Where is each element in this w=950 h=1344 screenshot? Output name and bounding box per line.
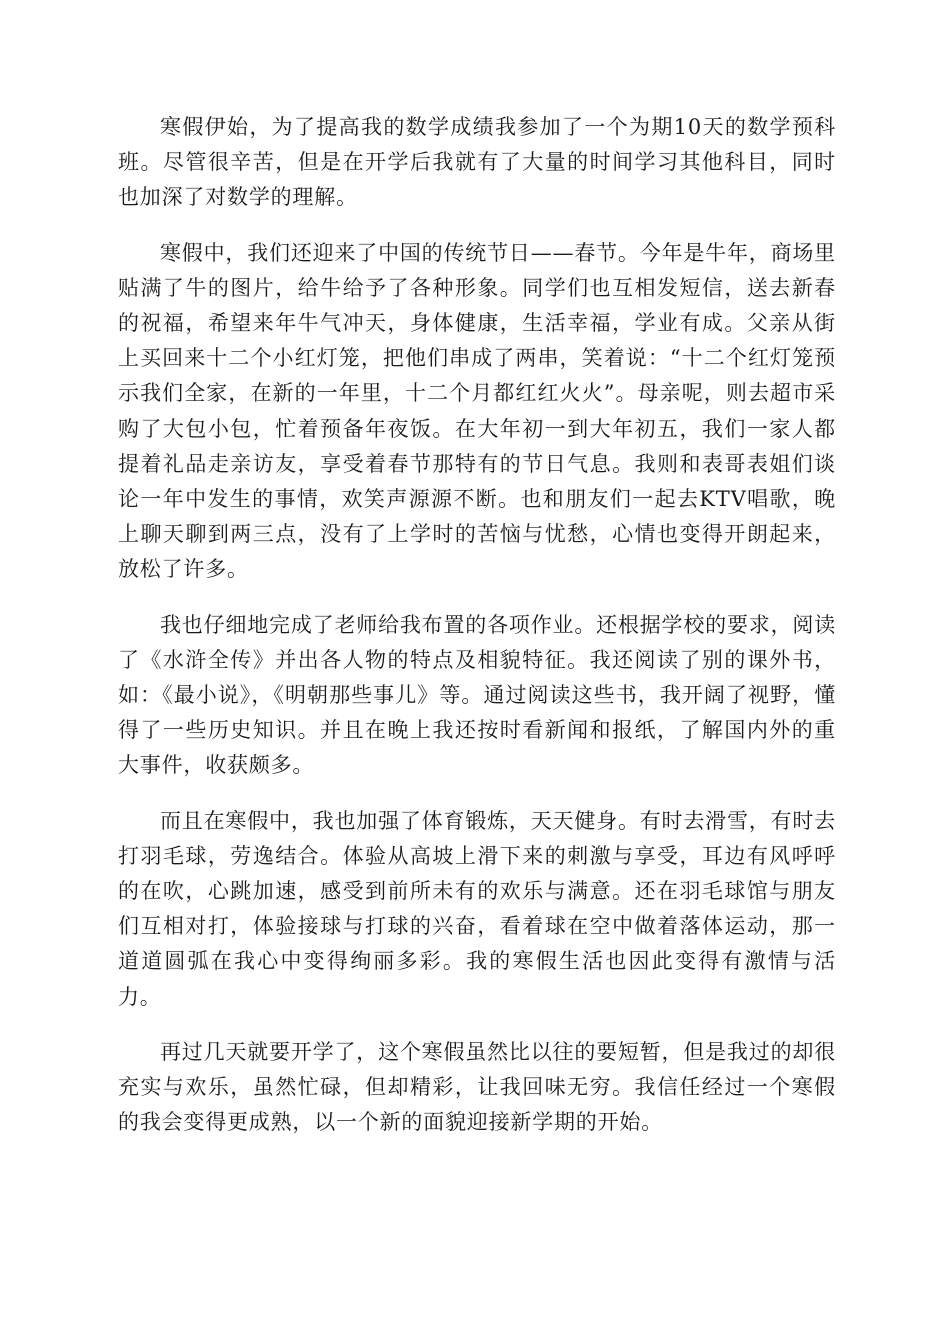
paragraph-homework-reading: 我也仔细地完成了老师给我布置的各项作业。还根据学校的要求，阅读了《水浒全传》并出各人物的特点及相貌特征。我还阅读了别的课外书，如：《最小说》，《明朝那些事儿》等。通过阅读这些书，我开阔了视野，懂得了一些历史知识。并且在晚上我还按时看新闻和报纸，了解国内外的重大事件，收获颇多。 (118, 612, 836, 778)
paragraph-spring-festival: 寒假中，我们还迎来了中国的传统节日——春节。今年是牛年，商场里贴满了牛的图片，给牛给予了各种形象。同学们也互相发短信，送去新春的祝福，希望来年牛气冲天，身体健康，生活幸福，学业有成。父亲从街上买回来十二个小红灯笼，把他们串成了两串，笑着说：“十二个红灯笼预示我们全家，在新的一年里，十二个月都红红火火”。母亲呢，则去超市采购了大包小包，忙着预备年夜饭。在大年初一到大年初五，我们一家人都提着礼品走亲访友，享受着春节那特有的节日气息。我则和表哥表姐们谈论一年中发生的事情，欢笑声源源不断。也和朋友们一起去KTV唱歌，晚上聊天聊到两三点，没有了上学时的苦恼与忧愁，心情也变得开朗起来，放松了许多。 (118, 240, 836, 582)
document-body (118, 110, 836, 1140)
paragraph-sports: 而且在寒假中，我也加强了体育锻炼，天天健身。有时去滑雪，有时去打羽毛球，劳逸结合。体验从高坡上滑下来的刺激与享受，耳边有风呼呼的在吹，心跳加速，感受到前所未有的欢乐与满意。还在羽毛球馆与朋友们互相对打，体验接球与打球的兴奋，看着球在空中做着落体运动，那一道道圆弧在我心中变得绚丽多彩。我的寒假生活也因此变得有激情与活力。 (118, 808, 836, 1009)
paragraph-conclusion: 再过几天就要开学了，这个寒假虽然比以往的要短暂，但是我过的却很充实与欢乐，虽然忙碌，但却精彩，让我回味无穷。我信任经过一个寒假的我会变得更成熟，以一个新的面貌迎接新学期的开始。 (118, 1039, 836, 1135)
paragraph-math-class: 寒假伊始，为了提高我的数学成绩我参加了一个为期10天的数学预科班。尽管很辛苦，但是在开学后我就有了大量的时间学习其他科目，同时也加深了对数学的理解。 (118, 115, 836, 210)
